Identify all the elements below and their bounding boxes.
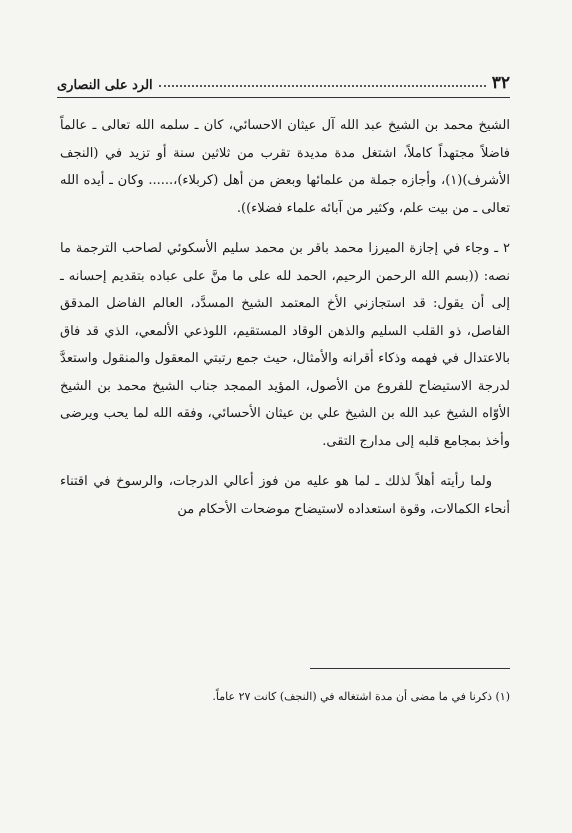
header-rule (57, 97, 510, 98)
running-title: الرد على النصارى (57, 78, 153, 93)
page-number: ٣٢ (491, 73, 510, 93)
header-dotted-leader (159, 85, 486, 87)
paragraph-2: ٢ ـ وجاء في إجازة الميرزا محمد باقر بن محمد سليم الأسكوئي لصاحب الترجمة ما نصه: ((بسم الله الرحمن الرحيم، الحمد لله على ما منَّ على عباده بتقديم إحسانه ـ إلى أن يقول: قد استجازني الأخ المعتمد الشيخ المسدَّد، العالم الفاضل المدقق الفاصل، ذو القلب السليم والذهن الوقاد المستقيم، اللوذعي الألمعي، الذي قد فاق بالاعتدال في فهمه وذكاء أقرانه والأمثال، حيث جمع رتبتي المعقول والمنقول واستعدَّ لدرجة الاستيضاح للفروع من الأصول، المؤيد الممجد جناب الشيخ محمد بن الشيخ الأوّاه الشيخ عبد الله بن الشيخ علي بن عيثان الأحسائي، وفقه الله لما يحب ويرضى وأخذ بمجامع قلبه إلى مدارج التقى. (60, 241, 510, 449)
paragraph-3: ولما رأيته أهلاً لذلك ـ لما هو عليه من فوز أعالي الدرجات، والرسوخ في اقتناء أنحاء الكمالات، وقوة استعداده لاستيضاح موضحات الأحكام من (60, 474, 510, 517)
page-header (57, 68, 510, 92)
main-text (60, 112, 510, 523)
footnote-separator (310, 668, 510, 669)
paragraph-1: الشيخ محمد بن الشيخ عبد الله آل عيثان الاحسائي، كان ـ سلمه الله تعالى ـ عالماً فاضلاً مجتهداً كاملاً، اشتغل مدة مديدة تقرب من ثلاثين سنة أو تزيد في (النجف الأشرف)(١)، وأجازه جملة من علمائها وبعض من أهل (كربلاء)،...... وكان ـ أيده الله تعالى ـ من بيت علم، وكثير من آبائه علماء فضلاء)). (60, 118, 510, 216)
footnote-1: (١) ذكرنا في ما مضى أن مدة اشتغاله في (النجف) كانت ٢٧ عاماً. (212, 690, 510, 703)
